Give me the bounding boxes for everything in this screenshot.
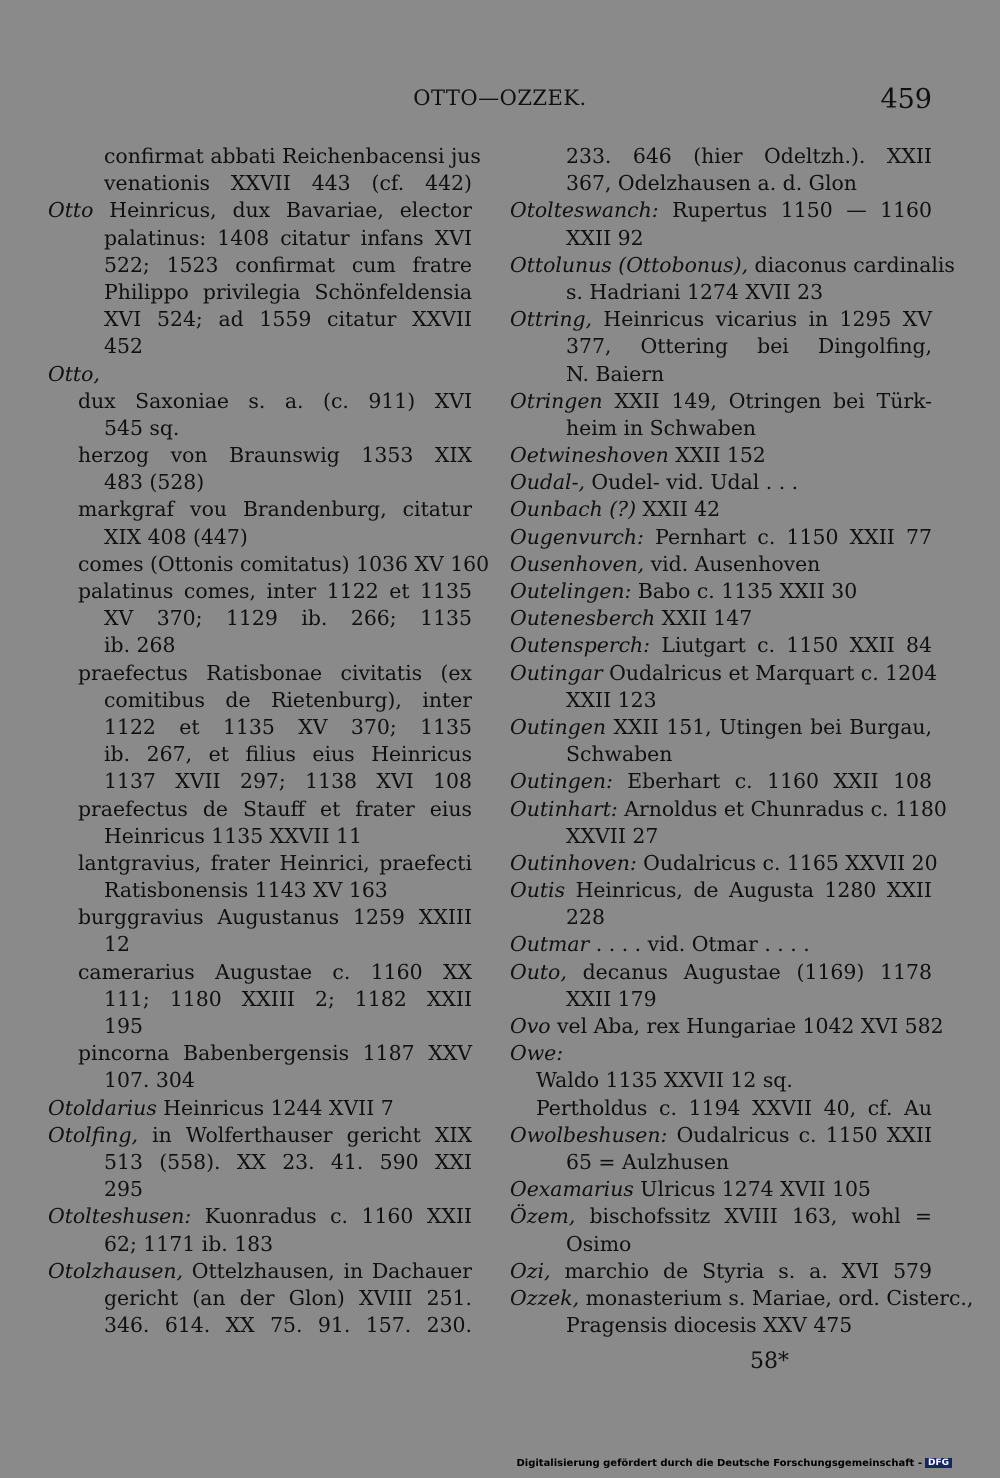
text-line	[48, 904, 472, 931]
text-line	[510, 388, 932, 415]
entry-text: burggravius Augustanus 1259 XXIII	[78, 905, 472, 930]
text-line	[48, 660, 472, 687]
entry-text: Heinricus 1244 XVII 7	[156, 1095, 394, 1120]
entry-text: lantgravius, frater Heinrici, praefecti	[78, 850, 472, 875]
text-line	[48, 551, 490, 578]
text-line	[510, 1176, 932, 1203]
funding-credit	[516, 1458, 952, 1469]
entry-text: 483 (528)	[104, 470, 205, 495]
text-line	[510, 605, 932, 632]
text-line	[510, 1258, 932, 1285]
entry-headword: Otolfing,	[48, 1122, 138, 1147]
text-line	[510, 551, 932, 578]
credit-text: Digitalisierung gefördert durch die Deutsche Forschungsgemeinschaft -	[516, 1458, 922, 1469]
entry-text: Oudel- vid. Udal . . .	[584, 470, 799, 495]
entry-headword: Ounbach (?)	[510, 497, 637, 522]
entry-text: Heinricus vicarius in 1295 XV	[592, 307, 932, 332]
entry-text: 295	[104, 1177, 143, 1202]
entry-text: XXII 123	[566, 687, 657, 712]
entry-headword: Otolteshusen:	[48, 1204, 192, 1229]
entry-text: Kuonradus c. 1160 XXII	[191, 1204, 472, 1229]
entry-text: Ratisbonensis 1143 XV 163	[104, 878, 388, 903]
text-line	[510, 361, 932, 388]
text-line	[48, 1040, 472, 1067]
entry-text: Schwaben	[566, 742, 673, 767]
text-line	[48, 823, 472, 850]
entry-headword: Ottolunus (Ottobonus),	[510, 252, 749, 277]
entry-text: Heinricus 1135 XXVII 11	[104, 823, 362, 848]
entry-text: Oudalricus c. 1150 XXII	[667, 1122, 932, 1147]
entry-headword: Ougenvurch:	[510, 524, 644, 549]
right-column	[510, 143, 974, 1339]
text-line	[510, 632, 932, 659]
text-line	[510, 1312, 932, 1339]
text-line	[48, 442, 472, 469]
text-line	[48, 850, 472, 877]
text-line	[48, 143, 481, 170]
text-line	[48, 1095, 472, 1122]
entry-text: 233. 646 (hier Odeltzh.). XXII	[566, 144, 932, 168]
entry-text: XXII 151, Utingen bei Burgau,	[605, 714, 932, 739]
entry-text: 12	[104, 932, 130, 957]
entry-text: XXII 92	[566, 225, 644, 250]
entry-text: Osimo	[566, 1231, 632, 1256]
text-line	[510, 1231, 932, 1258]
entry-text: praefectus Ratisbonae civitatis (ex	[78, 660, 472, 685]
text-line	[48, 388, 472, 415]
text-line	[510, 197, 932, 224]
entry-text: 513 (558). XX 23. 41. 590 XXI	[104, 1149, 472, 1174]
text-line	[510, 170, 932, 197]
text-line	[510, 442, 932, 469]
text-line	[48, 1149, 472, 1176]
text-line	[510, 1203, 932, 1230]
entry-headword: Ozzek,	[510, 1285, 580, 1310]
text-line	[510, 741, 932, 768]
entry-text: Ulricus 1274 XVII 105	[633, 1177, 871, 1202]
signature-mark: 58*	[750, 1349, 789, 1374]
text-line	[510, 931, 932, 958]
entry-text: praefectus de Stauff et frater eius	[78, 796, 472, 821]
text-line	[510, 306, 932, 333]
entry-headword: Owe:	[510, 1041, 564, 1066]
entry-text: venationis XXVII 443 (cf. 442)	[104, 171, 472, 196]
text-line	[48, 959, 472, 986]
entry-text: 228	[566, 905, 605, 930]
text-line	[48, 496, 472, 523]
entry-headword: Ousenhoven,	[510, 551, 645, 576]
entry-text: in Wolferthauser gericht XIX	[137, 1122, 472, 1147]
entry-text: Heinricus, dux Bavariae, elector	[93, 198, 472, 223]
text-line	[48, 1258, 472, 1285]
entry-headword: Outingen	[510, 714, 606, 739]
entry-text: gericht (an der Glon) XVIII 251.	[104, 1285, 472, 1310]
text-line	[510, 524, 932, 551]
entry-text: comitibus de Rietenburg), inter	[104, 687, 472, 712]
entry-text: Pernhart c. 1150 XXII 77	[643, 524, 932, 549]
entry-headword: Ottring,	[510, 307, 593, 332]
entry-text: 65 = Aulzhusen	[566, 1149, 730, 1174]
entry-headword: Outinhart:	[510, 796, 618, 821]
text-line	[48, 687, 472, 714]
entry-text: XXII 179	[566, 986, 657, 1011]
entry-text: 452	[104, 334, 143, 359]
text-line	[48, 578, 472, 605]
text-line	[48, 931, 472, 958]
entry-text: 377, Ottering bei Dingolfing,	[566, 334, 932, 359]
entry-headword: Outingar	[510, 660, 603, 685]
entry-text: dux Saxoniae s. a. (c. 911) XVI	[78, 388, 472, 413]
entry-text: . . . . vid. Otmar . . . .	[589, 932, 810, 957]
entry-text: Ottelzhausen, in Dachauer	[183, 1258, 472, 1283]
text-line	[48, 741, 472, 768]
entry-text: monasterium s. Mariae, ord. Cisterc.,	[579, 1285, 974, 1310]
text-line	[48, 306, 472, 333]
text-line	[510, 252, 955, 279]
entry-headword: Owolbeshusen:	[510, 1122, 668, 1147]
text-line	[48, 1122, 472, 1149]
entry-headword: Outis	[510, 878, 566, 903]
entry-text: Oudalricus et Marquart c. 1204	[602, 660, 938, 685]
entry-text: palatinus: 1408 citatur infans XVI	[104, 225, 472, 250]
text-line	[510, 469, 932, 496]
text-line	[48, 796, 472, 823]
entry-text: N. Baiern	[566, 361, 665, 386]
text-line	[510, 496, 932, 523]
text-line	[48, 1203, 472, 1230]
text-line	[510, 714, 932, 741]
entry-text: s. Hadriani 1274 XVII 23	[566, 279, 824, 304]
text-line	[48, 361, 472, 388]
text-line	[510, 823, 932, 850]
text-line	[48, 197, 472, 224]
text-line	[48, 469, 472, 496]
entry-text: marchio de Styria s. a. XVI 579	[550, 1258, 932, 1283]
entry-headword: Outingen:	[510, 769, 613, 794]
entry-headword: Outelingen:	[510, 579, 632, 603]
text-line	[48, 1067, 472, 1094]
entry-text: palatinus comes, inter 1122 et 1135	[78, 579, 472, 603]
entry-text: ib. 267, et filius eius Heinricus	[104, 742, 472, 767]
entry-text: XV 370; 1129 ib. 266; 1135	[104, 606, 472, 631]
entry-text: Pertholdus c. 1194 XXVII 40, cf. Au	[536, 1095, 932, 1120]
entry-text: 346. 614. XX 75. 91. 157. 230.	[104, 1313, 472, 1338]
entry-headword: Oexamarius	[510, 1177, 634, 1202]
entry-text: XXII 152	[668, 443, 766, 468]
text-line	[510, 225, 932, 252]
entry-headword: Otolzhausen,	[48, 1258, 184, 1283]
text-line	[510, 1067, 932, 1094]
entry-headword: Outmar	[510, 932, 590, 957]
text-line	[48, 333, 472, 360]
text-line	[510, 660, 938, 687]
text-line	[510, 904, 932, 931]
text-line	[48, 1231, 472, 1258]
text-line	[510, 333, 932, 360]
entry-text: diaconus cardinalis	[748, 252, 955, 277]
text-line	[510, 143, 932, 170]
text-line	[510, 1013, 944, 1040]
entry-text: 1122 et 1135 XV 370; 1135	[104, 714, 472, 739]
text-line	[48, 1285, 472, 1312]
text-line	[48, 252, 472, 279]
text-line	[510, 850, 938, 877]
text-line	[48, 1013, 472, 1040]
text-line	[510, 1122, 932, 1149]
entry-text: XXII 149, Otringen bei Türk-	[602, 388, 932, 413]
entry-text: 62; 1171 ib. 183	[104, 1231, 274, 1256]
entry-text: XIX 408 (447)	[104, 524, 248, 549]
entry-text: decanus Augustae (1169) 1178	[566, 959, 932, 984]
text-line	[48, 225, 472, 252]
text-line	[48, 170, 472, 197]
entry-headword: Otto,	[48, 361, 100, 386]
text-line	[510, 1285, 974, 1312]
entry-text: XXII 42	[636, 497, 721, 522]
entry-text: Eberhart c. 1160 XXII 108	[612, 769, 932, 794]
running-head: OTTO—OZZEK.	[413, 86, 587, 110]
text-line	[48, 768, 472, 795]
page-number: 459	[880, 84, 932, 115]
text-line	[510, 578, 932, 605]
entry-text: Waldo 1135 XXVII 12 sq.	[536, 1068, 793, 1093]
text-line	[48, 1176, 472, 1203]
entry-text: Heinricus, de Augusta 1280 XXII	[565, 878, 932, 903]
text-line	[48, 714, 472, 741]
entry-headword: Ozi,	[510, 1258, 551, 1283]
text-line	[48, 877, 472, 904]
entry-headword: Oudal-,	[510, 470, 585, 495]
text-line	[48, 1312, 472, 1339]
text-line	[48, 279, 472, 306]
entry-text: pincorna Babenbergensis 1187 XXV	[78, 1041, 472, 1066]
entry-text: ib. 268	[104, 633, 176, 658]
entry-text: comes (Ottonis comitatus) 1036 XV 160	[78, 551, 490, 576]
text-line	[510, 768, 932, 795]
text-line	[48, 524, 472, 551]
entry-text: Liutgart c. 1150 XXII 84	[650, 633, 932, 658]
text-line	[510, 415, 932, 442]
entry-text: heim in Schwaben	[566, 415, 757, 440]
entry-text: 111; 1180 XXIII 2; 1182 XXII	[104, 986, 472, 1011]
entry-text: XXII 147	[655, 606, 753, 631]
entry-text: 1137 XVII 297; 1138 XVI 108	[104, 769, 472, 794]
text-line	[48, 986, 472, 1013]
entry-text: Rupertus 1150 — 1160	[658, 198, 932, 223]
entry-text: 367, Odelzhausen a. d. Glon	[566, 171, 857, 196]
entry-text: markgraf vou Brandenburg, citatur	[78, 497, 472, 522]
entry-text: 107. 304	[104, 1068, 195, 1093]
entry-text: Babo c. 1135 XXII 30	[631, 579, 858, 603]
entry-text: bischofssitz XVIII 163, wohl =	[575, 1204, 932, 1229]
entry-text: 545 sq.	[104, 415, 180, 440]
text-line	[48, 605, 472, 632]
entry-text: herzog von Braunswig 1353 XIX	[78, 443, 472, 468]
entry-headword: Otto	[48, 198, 94, 223]
entry-text: 522; 1523 confirmat cum fratre	[104, 252, 472, 277]
entry-headword: Otoldarius	[48, 1095, 157, 1120]
entry-text: XXVII 27	[566, 823, 659, 848]
entry-text: vel Aba, rex Hungariae 1042 XVI 582	[550, 1014, 944, 1038]
text-line	[48, 632, 472, 659]
entry-headword: Otolteswanch:	[510, 198, 659, 223]
left-column	[48, 143, 490, 1339]
entry-text: vid. Ausenhoven	[644, 551, 821, 576]
entry-text: confirmat abbati Reichenbacensi jus	[104, 144, 481, 168]
entry-text: Philippo privilegia Schönfeldensia	[104, 279, 472, 304]
entry-text: 195	[104, 1014, 143, 1038]
text-line	[510, 1095, 932, 1122]
entry-headword: Ovo	[510, 1014, 551, 1038]
entry-headword: Outo,	[510, 959, 567, 984]
text-line	[510, 796, 947, 823]
dfg-logo: DFG	[925, 1458, 952, 1468]
entry-headword: Özem,	[510, 1204, 576, 1229]
entry-headword: Outinhoven:	[510, 850, 637, 875]
text-line	[510, 1149, 932, 1176]
entry-headword: Otringen	[510, 388, 603, 413]
text-line	[510, 687, 932, 714]
entry-text: Arnoldus et Chunradus c. 1180	[617, 796, 947, 821]
entry-text: Pragensis diocesis XXV 475	[566, 1313, 853, 1338]
text-line	[48, 415, 472, 442]
text-line	[510, 279, 932, 306]
entry-headword: Outensperch:	[510, 633, 650, 658]
entry-text: camerarius Augustae c. 1160 XX	[78, 959, 472, 984]
text-line	[510, 986, 932, 1013]
entry-text: Oudalricus c. 1165 XXVII 20	[636, 850, 938, 875]
text-line	[510, 959, 932, 986]
entry-headword: Oetwineshoven	[510, 443, 669, 468]
text-line	[510, 877, 932, 904]
entry-headword: Outenesberch	[510, 606, 656, 631]
entry-text: XVI 524; ad 1559 citatur XXVII	[104, 307, 472, 332]
text-line	[510, 1040, 932, 1067]
